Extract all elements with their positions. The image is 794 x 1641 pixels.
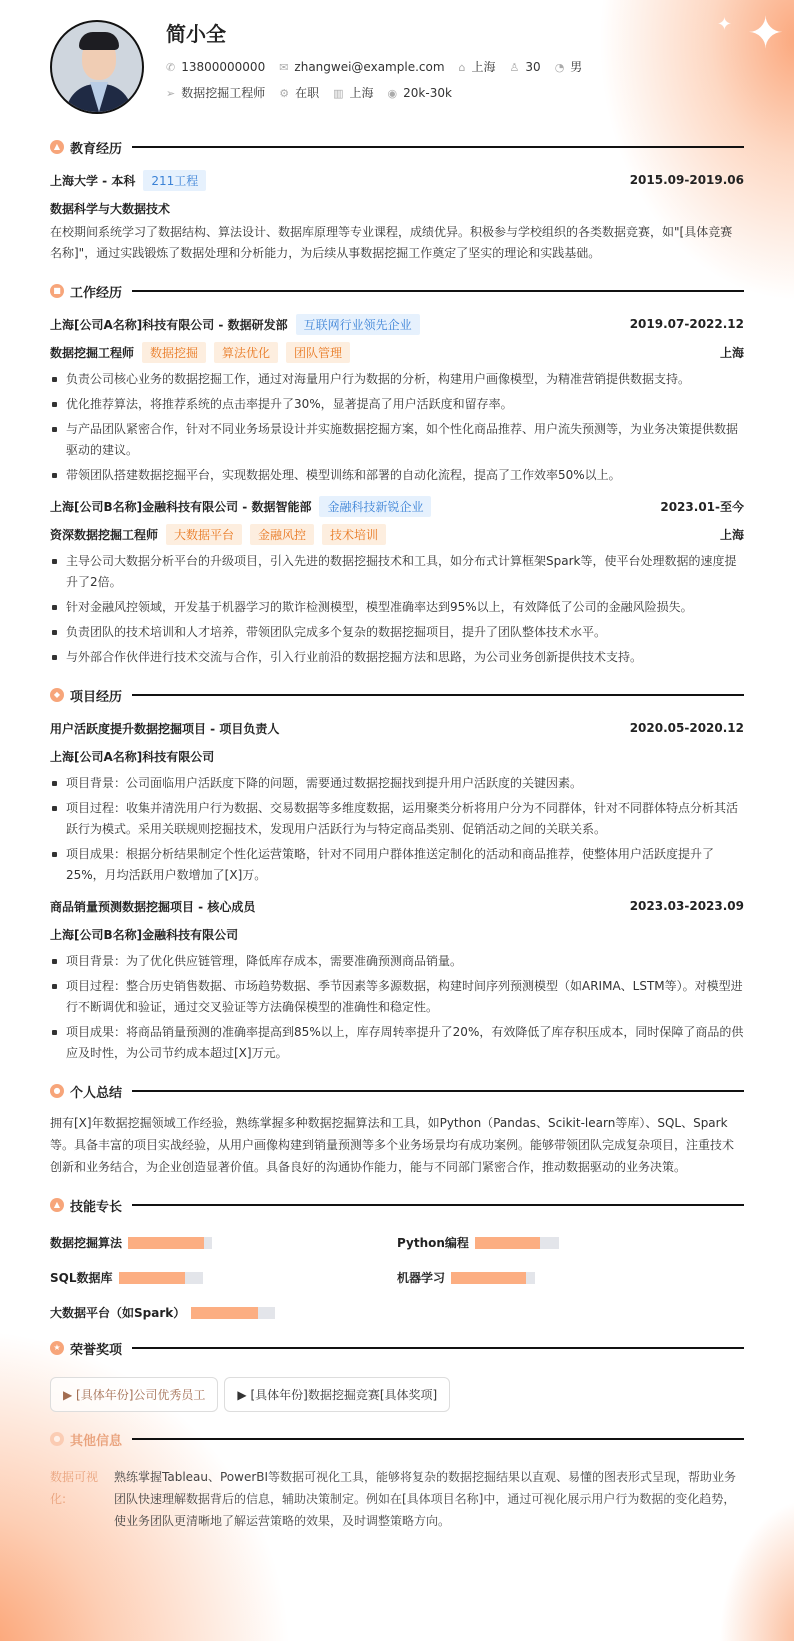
age-icon: ♙ [509, 60, 520, 74]
school-tag: 211工程 [143, 170, 206, 191]
section-work [50, 278, 744, 304]
company-tag: 金融科技新锐企业 [319, 496, 431, 517]
play-icon: ▶ [237, 1388, 251, 1402]
honor-text: [具体年份]数据挖掘竞赛[具体奖项] [250, 1388, 438, 1402]
section-title: 技能专长 [70, 1199, 123, 1215]
skill-bar [451, 1272, 535, 1284]
project-date: 2023.03-2023.09 [629, 899, 744, 913]
other-text: 熟练掌握Tableau、PowerBI等数据可视化工具，能够将复杂的数据挖掘结果以直观、易懂的图表形式呈现，帮助业务团队快速理解数据背后的信息，辅助决策制定。例如在[具体项目名称]中，通过可视化展示用户行为数据的变化趋势，使业务团队更清晰地了解运营策略的效果，及时调整策略方向。 [114, 1470, 737, 1528]
email: zhangwei@example.com [294, 59, 445, 74]
project-company: 上海[公司B名称]金融科技有限公司 [50, 927, 239, 942]
candidate-name: 简小全 [166, 22, 226, 46]
skill-bar-fill [119, 1272, 185, 1284]
sparkle-icon: ✦ [747, 8, 784, 59]
home-icon: ⌂ [458, 61, 466, 74]
job-city: 上海 [719, 527, 744, 542]
skill-item [50, 1304, 397, 1321]
skill-bar [119, 1272, 203, 1284]
flame-icon: ▲ [50, 1198, 64, 1212]
salary: 20k-30k [403, 85, 452, 100]
skill-item [397, 1269, 744, 1286]
bullet: 项目背景：公司面临用户活跃度下降的问题，需要通过数据挖掘找到提升用户活跃度的关键因素。 [50, 773, 744, 794]
education-entry [50, 166, 744, 194]
bullet: 项目成果：根据分析结果制定个性化运营策略，针对不同用户群体推送定制化的活动和商品推荐，使整体用户活跃度提升了25%，月均活跃用户数增加了[X]万。 [50, 844, 744, 886]
age: 30 [525, 59, 541, 74]
bullet: 优化推荐算法，将推荐系统的点击率提升了30%，显著提高了用户活跃度和留存率。 [50, 394, 744, 415]
skill-bar-fill [475, 1237, 541, 1249]
send-icon: ➢ [166, 87, 176, 100]
gender: 男 [570, 60, 583, 74]
section-other [50, 1426, 744, 1452]
phone: 13800000000 [181, 59, 266, 74]
skill-name: Python编程 [397, 1236, 469, 1250]
role: 资深数据挖掘工程师 [50, 527, 159, 542]
job-row [166, 84, 452, 101]
honor-list [50, 1377, 744, 1412]
bullet: 项目成果：将商品销量预测的准确率提高到85%以上，库存周转率提升了20%，有效降低了库存积压成本，同时保障了商品的供应及时性，为公司节约成本超过[X]万元。 [50, 1022, 744, 1064]
major: 数据科学与大数据技术 [50, 201, 171, 216]
job-date: 2023.01-至今 [660, 499, 744, 514]
job-entry [50, 310, 744, 486]
project-icon: ◆ [50, 688, 64, 702]
job-status: 在职 [295, 86, 320, 100]
skill-item [397, 1234, 744, 1251]
project-name: 商品销量预测数据挖掘项目 - 核心成员 [50, 899, 256, 914]
school: 上海大学 - 本科 [50, 173, 136, 188]
skill-bar [191, 1307, 275, 1319]
skill-item [50, 1269, 397, 1286]
bullet: 针对金融风控领域，开发基于机器学习的欺诈检测模型，模型准确率达到95%以上，有效降低了公司的金融风险损失。 [50, 597, 744, 618]
honor-item [224, 1377, 450, 1412]
resume [50, 0, 784, 1532]
skill-tag: 算法优化 [214, 342, 278, 363]
skill-tag: 技术培训 [322, 524, 386, 545]
section-title: 荣誉奖项 [70, 1342, 123, 1358]
section-projects [50, 682, 744, 708]
bullet: 与外部合作伙伴进行技术交流与合作，引入行业前沿的数据挖掘方法和思路，为公司业务创新提供技术支持。 [50, 647, 744, 668]
bullet: 项目过程：收集并清洗用户行为数据、交易数据等多维度数据，运用聚类分析将用户分为不同群体，针对不同群体特点分析其活跃行为模式。采用关联规则挖掘技术，发现用户活跃行为与特定商品类别、促销活动之间的关联关系。 [50, 798, 744, 840]
section-title: 项目经历 [70, 689, 123, 705]
skill-bar [475, 1237, 559, 1249]
sparkle-small-icon: ✦ [716, 14, 732, 35]
person-icon: ● [50, 1084, 64, 1098]
section-honors [50, 1335, 744, 1361]
bullet: 项目背景：为了优化供应链管理，降低库存成本，需要准确预测商品销量。 [50, 951, 744, 972]
other-item [50, 1466, 744, 1532]
company: 上海[公司B名称]金融科技有限公司 - 数据智能部 [50, 499, 312, 514]
skill-bar-fill [451, 1272, 526, 1284]
skill-name: SQL数据库 [50, 1271, 113, 1285]
gender-icon: ◔ [554, 61, 565, 74]
info-icon: ● [50, 1432, 64, 1446]
skill-bar [128, 1237, 212, 1249]
bullet: 主导公司大数据分析平台的升级项目，引入先进的数据挖掘技术和工具，如分布式计算框架Spark等，使平台处理数据的速度提升了2倍。 [50, 551, 744, 593]
contact-row [166, 58, 582, 75]
briefcase-icon: ■ [50, 284, 64, 298]
bullet: 项目过程：整合历史销售数据、市场趋势数据、季节因素等多源数据，构建时间序列预测模型（如ARIMA、LSTM等）。对模型进行不断调优和验证，通过交叉验证等方法确保模型的准确性和稳定性。 [50, 976, 744, 1018]
section-summary [50, 1078, 744, 1104]
skill-tag: 大数据平台 [166, 524, 242, 545]
section-title: 教育经历 [70, 141, 123, 157]
skill-name: 大数据平台（如Spark） [50, 1306, 186, 1320]
job-city: 上海 [719, 345, 744, 360]
skill-tag: 金融风控 [250, 524, 314, 545]
section-skills [50, 1192, 744, 1218]
phone-icon: ✆ [166, 60, 176, 74]
project-company: 上海[公司A名称]科技有限公司 [50, 749, 215, 764]
bullet: 带领团队搭建数据挖掘平台，实现数据处理、模型训练和部署的自动化流程，提高了工作效率50%以上。 [50, 465, 744, 486]
role: 数据挖掘工程师 [50, 345, 135, 360]
target-location: 上海 [349, 86, 374, 100]
project-entry [50, 892, 744, 1064]
education-desc: 在校期间系统学习了数据结构、算法设计、数据库原理等专业课程，成绩优异。积极参与学校组织的各类数据竞赛，如"[具体竞赛名称]"，通过实践锻炼了数据处理和分析能力，为后续从事数据挖掘工作奠定了坚实的理论和实践基础。 [50, 225, 733, 260]
other-label: 数据可视化: [50, 1470, 99, 1506]
section-title: 个人总结 [70, 1085, 123, 1101]
skill-name: 机器学习 [397, 1271, 446, 1285]
project-name: 用户活跃度提升数据挖掘项目 - 项目负责人 [50, 721, 280, 736]
skills-grid [50, 1234, 744, 1321]
skill-bar-fill [128, 1237, 204, 1249]
job-date: 2019.07-2022.12 [629, 317, 744, 331]
education-icon: ▲ [50, 140, 64, 154]
play-icon: ▶ [63, 1388, 77, 1402]
section-education [50, 134, 744, 160]
summary-text: 拥有[X]年数据挖掘领域工作经验，熟练掌握多种数据挖掘算法和工具，如Python（Pandas、Scikit-learn等库）、SQL、Spark等。具备丰富的项目实战经验，从用户画像构建到销量预测等多个业务场景均有成功案例。能够带领团队完成复杂项目，注重技术创新和业务结合，为企业创造显著价值。具备良好的沟通协作能力，能与不同部门紧密合作，推动数据驱动的业务决策。 [50, 1116, 735, 1174]
avatar [50, 20, 144, 114]
profile-header [50, 0, 784, 130]
skill-tag: 团队管理 [286, 342, 350, 363]
education-date: 2015.09-2019.06 [629, 173, 744, 187]
section-title: 工作经历 [70, 285, 123, 301]
skill-name: 数据挖掘算法 [50, 1236, 123, 1250]
bullet: 与产品团队紧密合作，针对不同业务场景设计并实施数据挖掘方案，如个性化商品推荐、用户流失预测等，为业务决策提供数据驱动的建议。 [50, 419, 744, 461]
skill-tag: 数据挖掘 [142, 342, 206, 363]
status-icon: ⚙ [279, 87, 290, 100]
company: 上海[公司A名称]科技有限公司 - 数据研发部 [50, 317, 288, 332]
salary-icon: ◉ [387, 86, 398, 100]
bullet: 负责团队的技术培训和人才培养，带领团队完成多个复杂的数据挖掘项目，提升了团队整体技术水平。 [50, 622, 744, 643]
award-icon: ★ [50, 1341, 64, 1355]
project-date: 2020.05-2020.12 [629, 721, 744, 735]
bullet: 负责公司核心业务的数据挖掘工作，通过对海量用户行为数据的分析，构建用户画像模型，为精准营销提供数据支持。 [50, 369, 744, 390]
skill-bar-fill [191, 1307, 257, 1319]
job-entry [50, 492, 744, 668]
city: 上海 [471, 60, 496, 74]
project-entry [50, 714, 744, 886]
building-icon: ▥ [333, 87, 344, 100]
section-title: 其他信息 [70, 1433, 123, 1449]
honor-text: [具体年份]公司优秀员工 [76, 1388, 206, 1402]
honor-item [50, 1377, 218, 1412]
target-job: 数据挖掘工程师 [181, 86, 266, 100]
skill-item [50, 1234, 397, 1251]
company-tag: 互联网行业领先企业 [296, 314, 420, 335]
mail-icon: ✉ [279, 60, 289, 74]
